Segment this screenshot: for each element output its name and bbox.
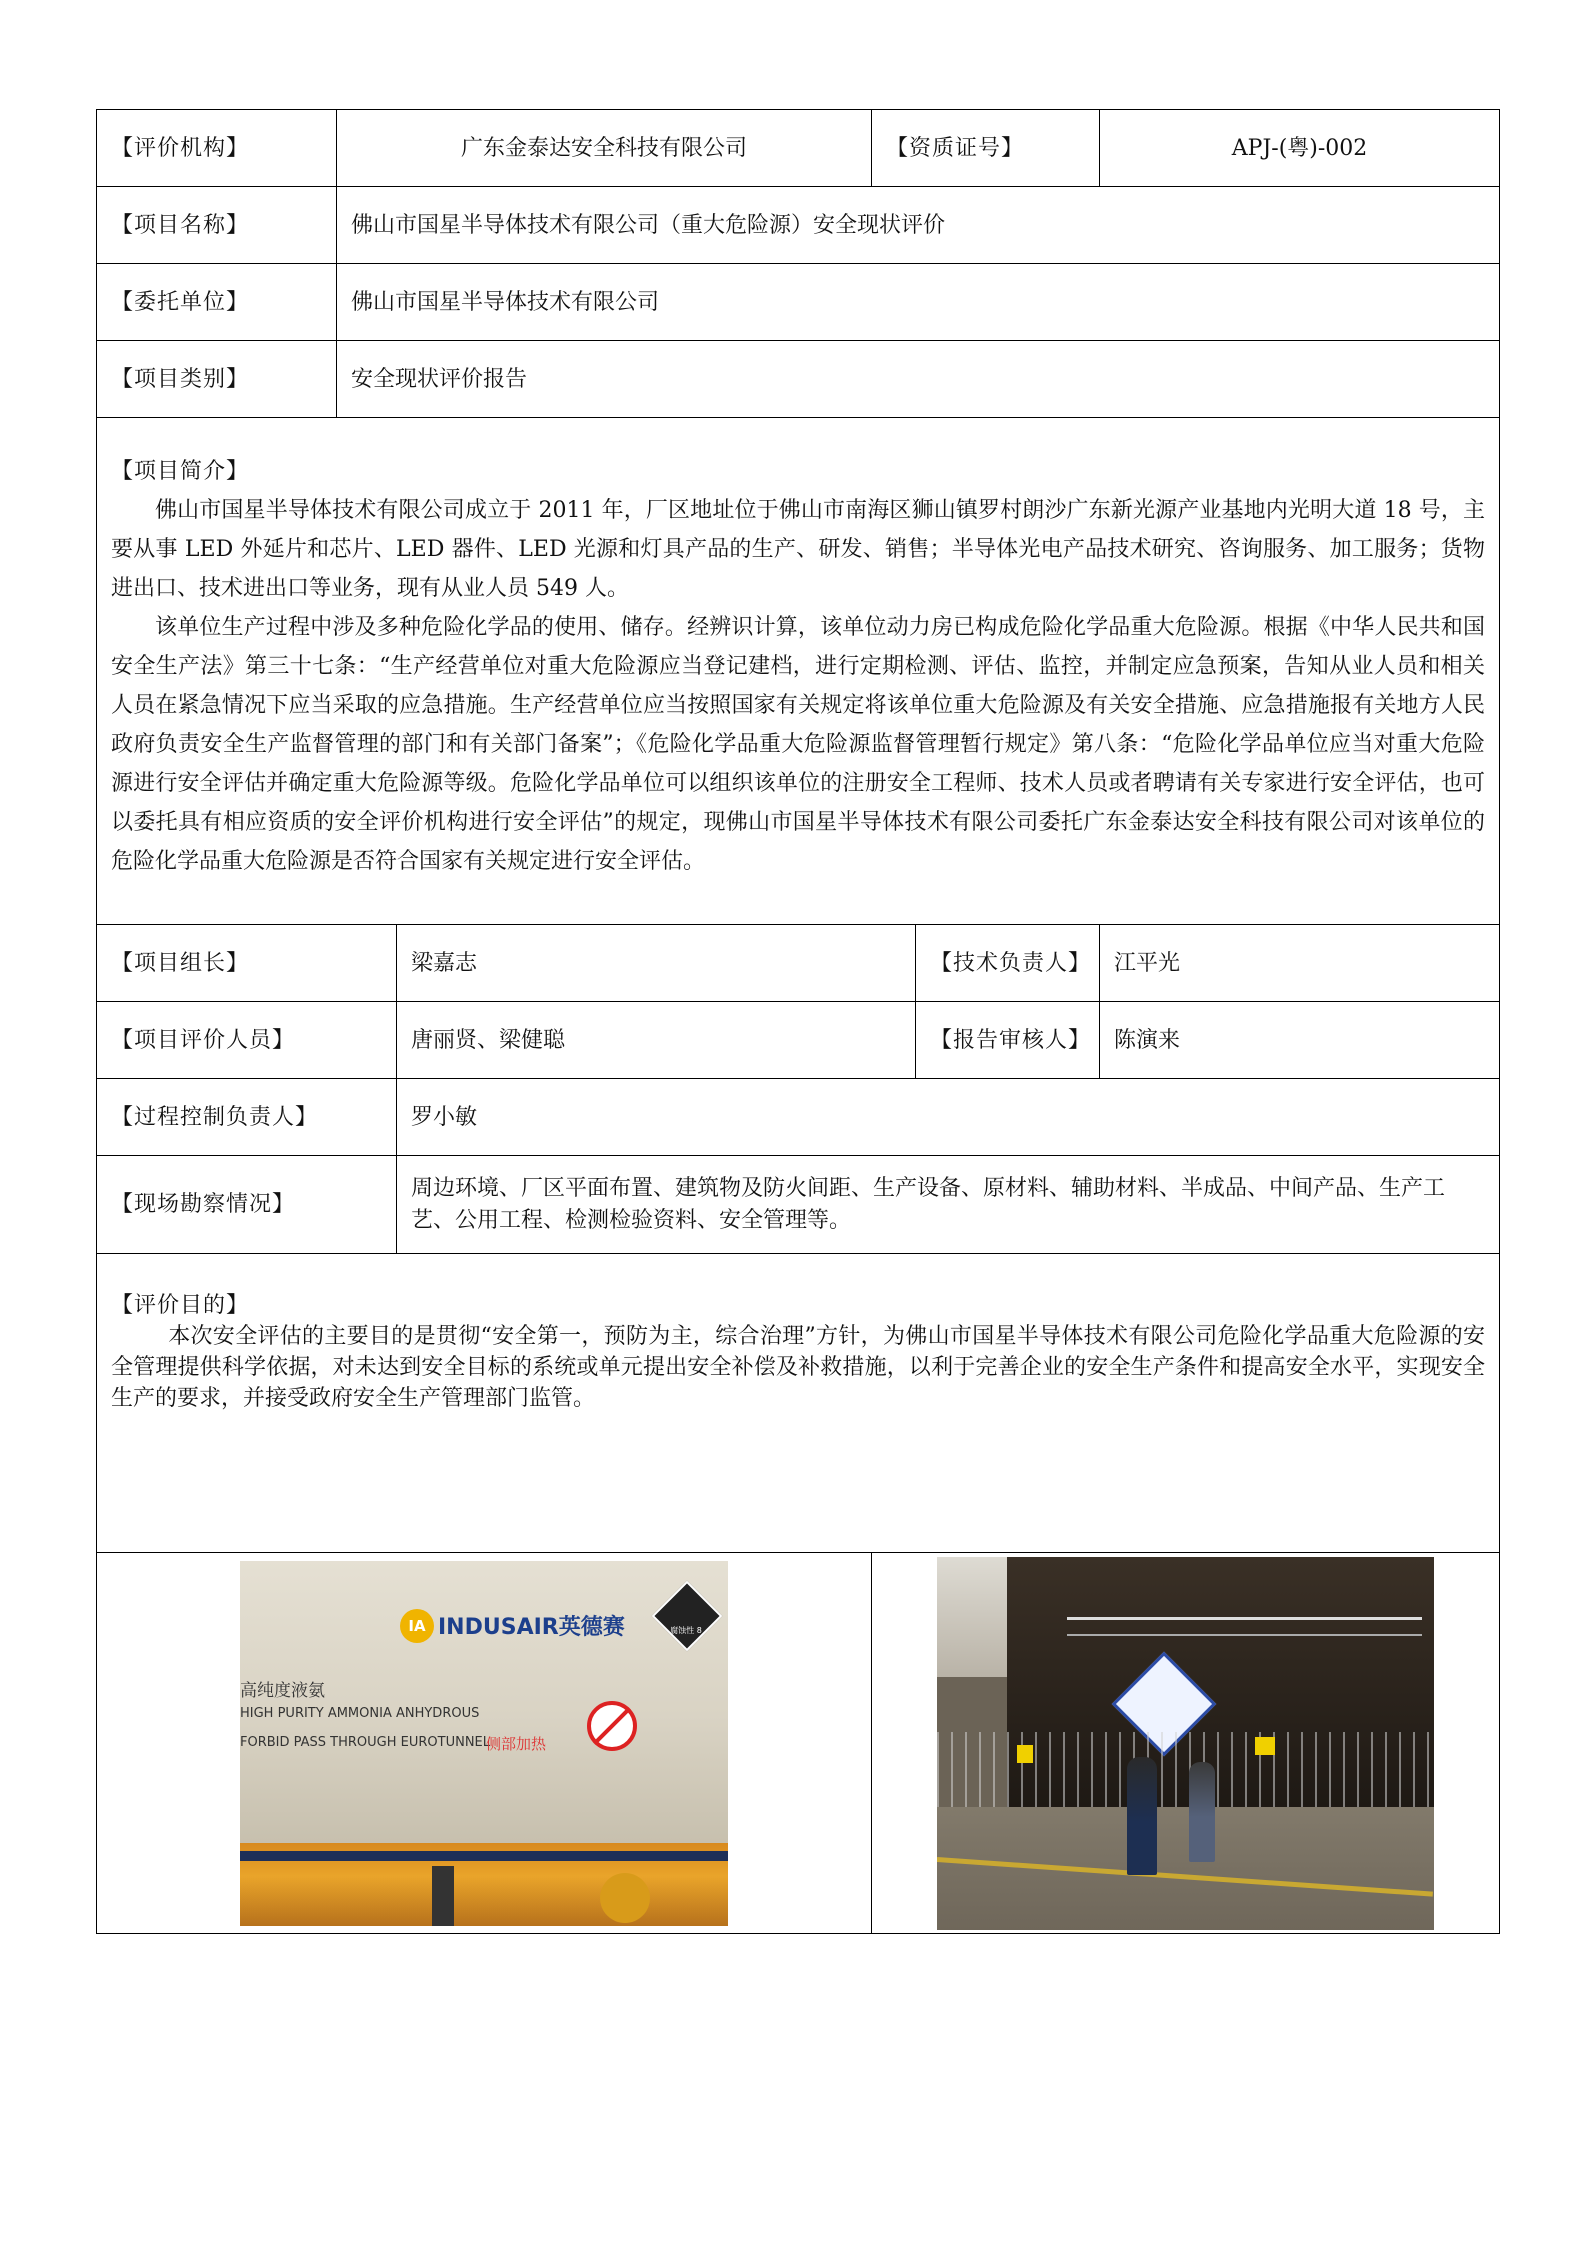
client-label: 【委托单位】 (97, 264, 337, 341)
ammonia-tank-photo (240, 1561, 728, 1926)
purpose-title: 【评价目的】 (111, 1293, 250, 1318)
org-value: 广东金泰达安全科技有限公司 (337, 110, 872, 187)
evaluators-value: 唐丽贤、梁健聪 (397, 1002, 916, 1079)
ground (937, 1807, 1434, 1930)
process-value: 罗小敏 (397, 1079, 1500, 1156)
row-evaluators (97, 1002, 1500, 1079)
reviewer-value: 陈演来 (1100, 1002, 1500, 1079)
row-leader (97, 925, 1500, 1002)
project-name-label: 【项目名称】 (97, 187, 337, 264)
cert-label: 【资质证号】 (872, 110, 1100, 187)
person-2 (1189, 1762, 1215, 1862)
survey-label: 【现场勘察情况】 (97, 1156, 397, 1254)
row-survey (97, 1156, 1500, 1254)
info-table (96, 109, 1500, 1934)
intro-title: 【项目简介】 (111, 459, 250, 484)
caution-sign-icon (1255, 1737, 1275, 1755)
no-fire-icon (587, 1701, 637, 1751)
row-intro (97, 418, 1500, 925)
power-house-photo (937, 1557, 1434, 1930)
survey-value: 周边环境、厂区平面布置、建筑物及防火间距、生产设备、原材料、辅助材料、半成品、中间产品、生产工艺、公用工程、检测检验资料、安全管理等。 (397, 1156, 1500, 1254)
leader-value: 梁嘉志 (397, 925, 916, 1002)
tech-label: 【技术负责人】 (916, 925, 1100, 1002)
red-warning-text: 侧部加热 (486, 1734, 547, 1753)
row-client (97, 264, 1500, 341)
row-category (97, 341, 1500, 418)
row-photos (97, 1553, 1500, 1934)
caution-sign-icon-2 (1017, 1745, 1033, 1763)
brand-text: INDUSAIR英德赛 (438, 1614, 625, 1640)
leader-label: 【项目组长】 (97, 925, 397, 1002)
reviewer-label: 【报告审核人】 (916, 1002, 1100, 1079)
evaluators-label: 【项目评价人员】 (97, 1002, 397, 1079)
intro-paragraph-2: 该单位生产过程中涉及多种危险化学品的使用、储存。经辨识计算，该单位动力房已构成危险化学品重大危险源。根据《中华人民共和国安全生产法》第三十七条：“生产经营单位对重大危险源应当登记建档，进行定期检测、评估、监控，并制定应急预案，告知从业人员和相关人员在紧急情况下应当采取的应急措施。生产经营单位应当按照国家有关规定将该单位重大危险源及有关安全措施、应急措施报有关地方人民政府负责安全生产监督管理的部门和有关部门备案”；《危险化学品重大危险源监督管理暂行规定》第八条：“危险化学品单位应当对重大危险源进行安全评估并确定重大危险源等级。危险化学品单位可以组织该单位的注册安全工程师、技术人员或者聘请有关专家进行安全评估，也可以委托具有相应资质的安全评价机构进行安全评估”的规定，现佛山市国星半导体技术有限公司委托广东金泰达安全科技有限公司对该单位的危险化学品重大危险源是否符合国家有关规定进行安全评估。 (111, 615, 1486, 874)
project-name-value: 佛山市国星半导体技术有限公司（重大危险源）安全现状评价 (337, 187, 1500, 264)
fence (937, 1732, 1434, 1812)
person-1 (1127, 1757, 1157, 1875)
row-project-name (97, 187, 1500, 264)
cert-value: APJ-(粤)-002 (1100, 110, 1500, 187)
cn-label: 高纯度液氨 (240, 1680, 325, 1701)
org-label: 【评价机构】 (97, 110, 337, 187)
client-value: 佛山市国星半导体技术有限公司 (337, 264, 1500, 341)
hazard-label: 腐蚀性 8 (670, 1625, 702, 1635)
purpose-text: 本次安全评估的主要目的是贯彻“安全第一，预防为主，综合治理”方针，为佛山市国星半导体技术有限公司危险化学品重大危险源的安全管理提供科学依据，对未达到安全目标的系统或单元提出安全补偿及补救措施，以利于完善企业的安全生产条件和提高安全水平，实现安全生产的要求，并接受政府安全生产管理部门监管。 (111, 1324, 1486, 1411)
indusair-logo-icon: IA (400, 1609, 434, 1643)
en-line-2: FORBID PASS THROUGH EUROTUNNEL (240, 1734, 491, 1750)
tech-value: 江平光 (1100, 925, 1500, 1002)
intro-paragraph-1: 佛山市国星半导体技术有限公司成立于 2011 年，厂区地址位于佛山市南海区狮山镇罗村朗沙广东新光源产业基地内光明大道 18 号，主要从事 LED 外延片和芯片、LED 器件、LED 光源和灯具产品的生产、研发、销售；半导体光电产品技术研究、咨询服务、加工服务；货物进出口、技术进出口等业务，现有从业人员 549 人。 (111, 498, 1486, 601)
row-purpose (97, 1254, 1500, 1553)
row-process (97, 1079, 1500, 1156)
en-line-1: HIGH PURITY AMMONIA ANHYDROUS (240, 1705, 480, 1721)
category-label: 【项目类别】 (97, 341, 337, 418)
row-org (97, 110, 1500, 187)
evaluation-form (96, 109, 1499, 1934)
process-label: 【过程控制负责人】 (97, 1079, 397, 1156)
category-value: 安全现状评价报告 (337, 341, 1500, 418)
